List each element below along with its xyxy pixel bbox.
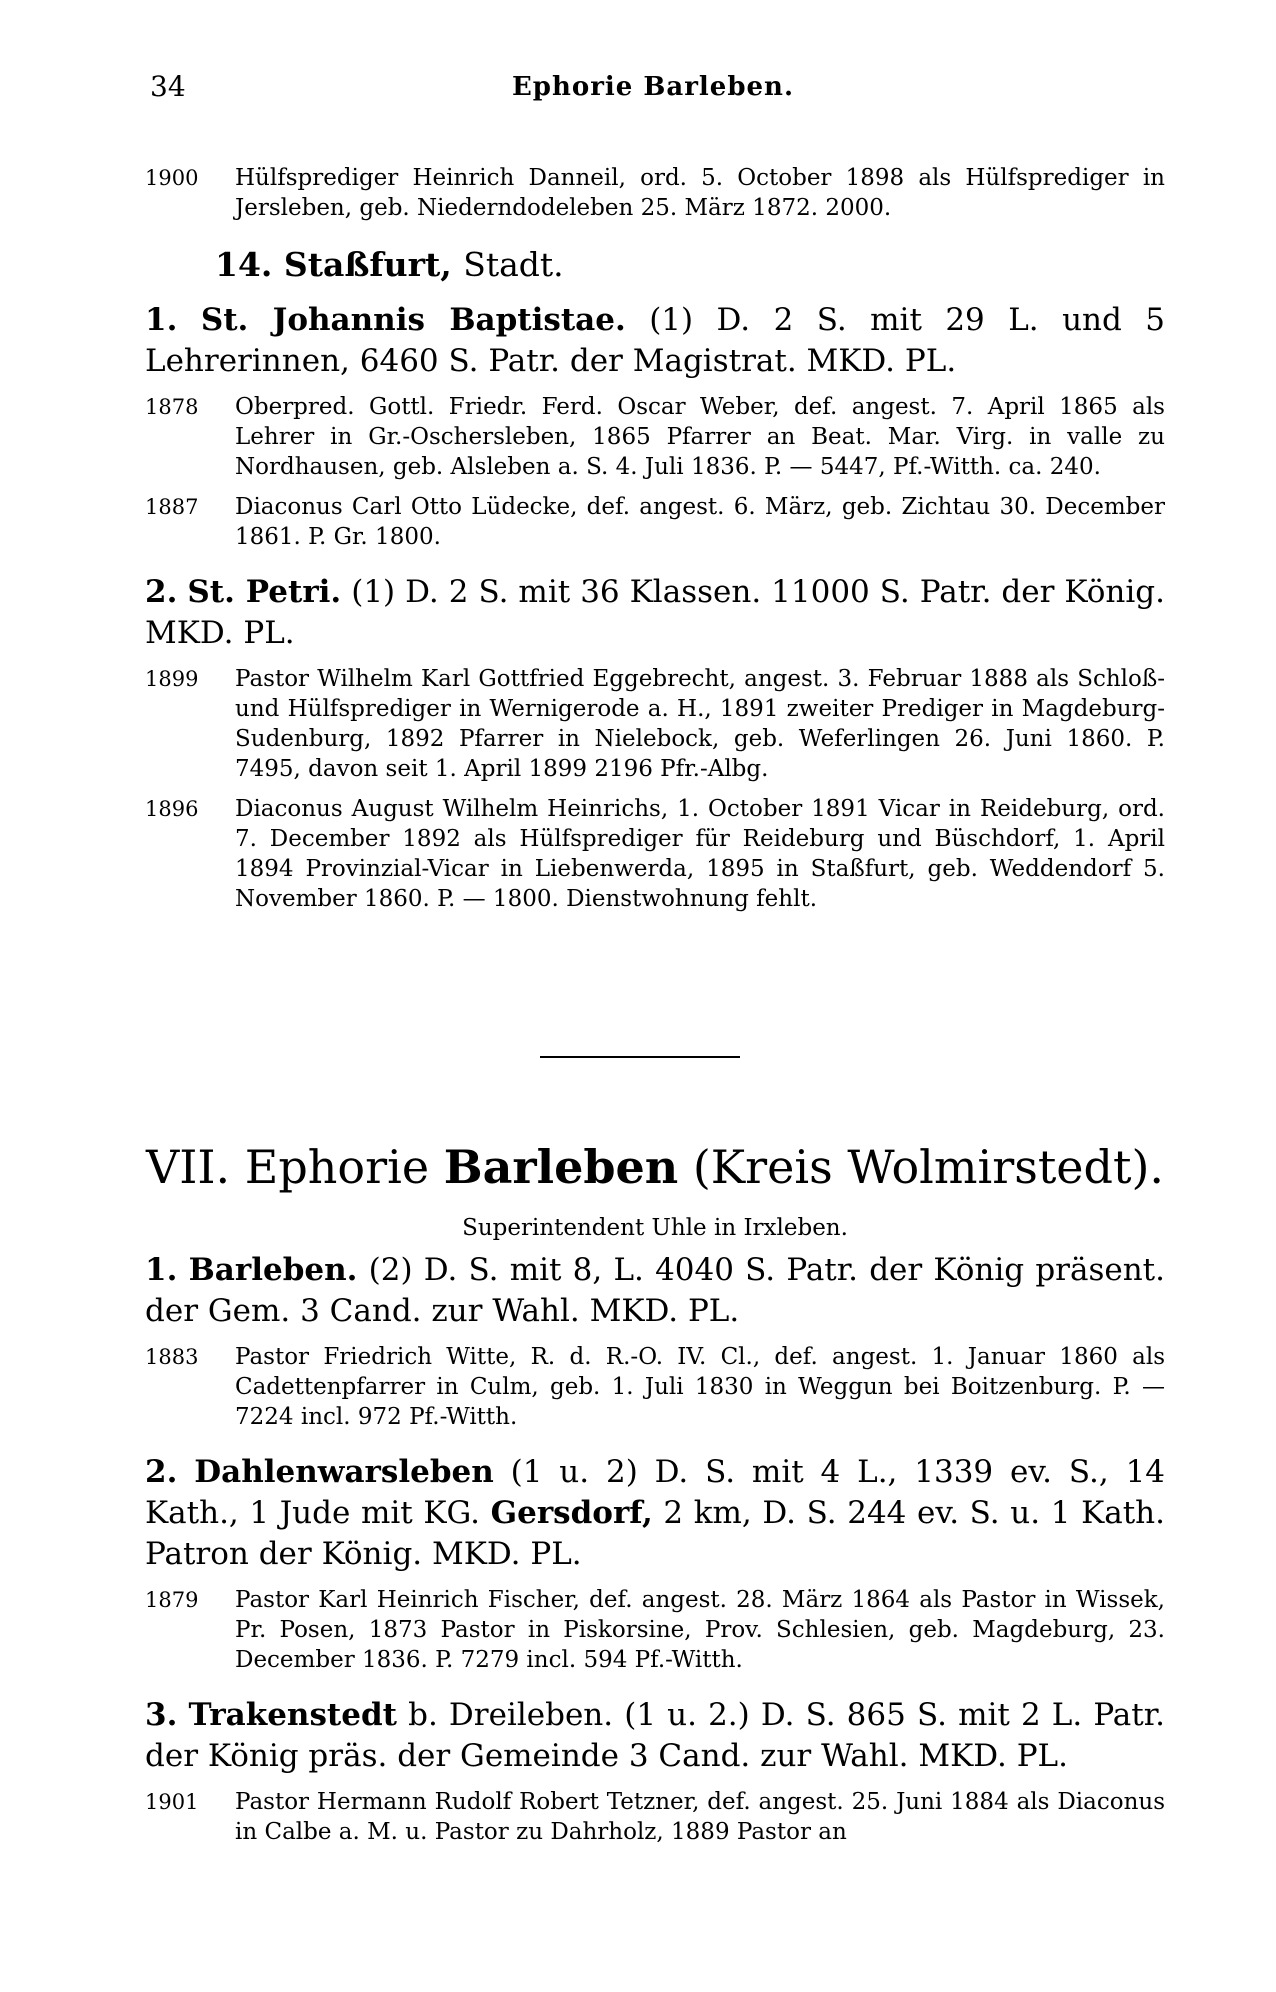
entry-1879 <box>145 1585 1165 1675</box>
parish-details: (2) D. S. mit 8, L. 4040 S. Patr. der König präsent. der Gem. 3 Cand. zur Wahl. MKD. PL. <box>145 1252 1165 1329</box>
parish-name: Dahlenwarsleben <box>194 1454 494 1490</box>
parish-details: (1) D. 2 S. mit 29 L. und 5 Lehrerinnen, 6460 S. Patr. der Magistrat. MKD. PL. <box>145 302 1166 379</box>
parish-name: St. Petri. <box>187 574 342 610</box>
page-header <box>140 60 1166 110</box>
superintendent-line: Superintendent Uhle in Irxleben. <box>462 1215 848 1241</box>
parish-name: Barleben. <box>188 1252 358 1288</box>
entry-year: 1887 <box>145 495 199 519</box>
parish-name: St. Johannis Baptistae. <box>200 302 626 338</box>
entry-year: 1896 <box>145 797 199 821</box>
entry-text: Oberpred. Gottl. Friedr. Ferd. Oscar Weber, def. angest. 7. April 1865 als Lehrer in Gr.-Oschersleben, 1865 Pfarrer an Beat. Mar. Virg. in valle zu Nordhausen, geb. Alsleben a. S. 4. Juli 1836. P. — 5447, Pf.-Witth. ca. 240. <box>235 394 1165 480</box>
parish-number: 2. <box>145 1454 178 1490</box>
parish-name: Trakenstedt <box>188 1697 397 1733</box>
entry-year: 1878 <box>145 395 199 419</box>
entry-text: Diaconus August Wilhelm Heinrichs, 1. October 1891 Vicar in Reideburg, ord. 7. December 1892 als Hülfsprediger für Reideburg und Büschdorf, 1. April 1894 Provinzial-Vicar in Liebenwerda, 1895 in Staßfurt, geb. Weddendorf 5. November 1860. P. — 1800. Dienstwohnung fehlt. <box>235 796 1165 912</box>
chapter-district: (Kreis Wolmirstedt). <box>692 1140 1165 1194</box>
entry-1883 <box>145 1342 1165 1432</box>
entry-year: 1899 <box>145 667 199 691</box>
parish-number: 2. <box>145 574 178 610</box>
parish-heading-dahlenwarsleben <box>145 1452 1165 1575</box>
entry-1899 <box>145 664 1165 784</box>
section-heading-stassfurt <box>145 245 1165 284</box>
entry-text: Pastor Hermann Rudolf Robert Tetzner, def. angest. 25. Juni 1884 als Diaconus in Calbe a. M. u. Pastor zu Dahrholz, 1889 Pastor an <box>235 1789 1165 1845</box>
entry-1896 <box>145 794 1165 914</box>
chapter-name: Barleben <box>443 1140 679 1194</box>
parish-heading-trakenstedt <box>145 1695 1165 1777</box>
entry-1887 <box>145 492 1165 552</box>
section-subtitle: Stadt. <box>463 245 564 284</box>
section-divider <box>540 1056 740 1058</box>
chapter-word: Ephorie <box>244 1140 430 1194</box>
parish-number: 1. <box>145 1252 178 1288</box>
section-title: 14. Staßfurt, <box>215 245 452 284</box>
entry-1900 <box>145 163 1165 223</box>
chapter-heading <box>145 1140 1165 1194</box>
entry-1901 <box>145 1787 1165 1847</box>
parish-heading-petri <box>145 572 1165 654</box>
filial-details: 2 km, D. S. 244 ev. S. u. 1 Kath. Patron der König. MKD. PL. <box>145 1495 1165 1572</box>
entry-year: 1901 <box>145 1790 199 1814</box>
entry-text: Pastor Friedrich Witte, R. d. R.-O. IV. Cl., def. angest. 1. Januar 1860 als Cadettenpfarrer in Culm, geb. 1. Juli 1830 in Weggun bei Boitzenburg. P. — 7224 incl. 972 Pf.-Witth. <box>235 1344 1165 1430</box>
entry-1878 <box>145 392 1165 482</box>
parish-details: b. Dreileben. (1 u. 2.) D. S. 865 S. mit 2 L. Patr. der König präs. der Gemeinde 3 Cand. zur Wahl. MKD. PL. <box>145 1697 1166 1774</box>
running-title: Ephorie Barleben. <box>511 72 795 102</box>
entry-text: Diaconus Carl Otto Lüdecke, def. angest. 6. März, geb. Zichtau 30. December 1861. P. Gr. 1800. <box>235 494 1165 550</box>
filial-name: Gersdorf, <box>490 1495 653 1531</box>
entry-text: Pastor Karl Heinrich Fischer, def. angest. 28. März 1864 als Pastor in Wissek, Pr. Posen, 1873 Pastor in Piskorsine, Prov. Schlesien, geb. Magdeburg, 23. December 1836. P. 7279 incl. 594 Pf.-Witth. <box>235 1587 1165 1673</box>
parish-number: 3. <box>145 1697 178 1733</box>
parish-details: (1) D. 2 S. mit 36 Klassen. 11000 S. Patr. der König. MKD. PL. <box>145 574 1165 651</box>
page-number: 34 <box>150 70 186 103</box>
lower-section <box>145 1250 1165 1857</box>
parish-heading-barleben <box>145 1250 1165 1332</box>
entry-text: Pastor Wilhelm Karl Gottfried Eggebrecht, angest. 3. Februar 1888 als Schloß- und Hülfsprediger in Wernigerode a. H., 1891 zweiter Prediger in Magdeburg-Sudenburg, 1892 Pfarrer in Nielebock, geb. Weferlingen 26. Juni 1860. P. 7495, davon seit 1. April 1899 2196 Pfr.-Albg. <box>235 666 1165 782</box>
upper-section <box>145 163 1165 924</box>
chapter-roman: VII. <box>145 1140 231 1194</box>
entry-year: 1879 <box>145 1588 199 1612</box>
entry-text: Hülfsprediger Heinrich Danneil, ord. 5. October 1898 als Hülfsprediger in Jersleben, geb. Niederndodeleben 25. März 1872. 2000. <box>235 165 1165 221</box>
entry-year: 1900 <box>145 166 199 190</box>
entry-year: 1883 <box>145 1345 199 1369</box>
parish-heading-johannis <box>145 300 1165 382</box>
parish-details: (1 u. 2) D. S. mit 4 L., 1339 ev. S., 14 Kath., 1 Jude mit KG. <box>145 1454 1166 1531</box>
parish-number: 1. <box>145 302 178 338</box>
